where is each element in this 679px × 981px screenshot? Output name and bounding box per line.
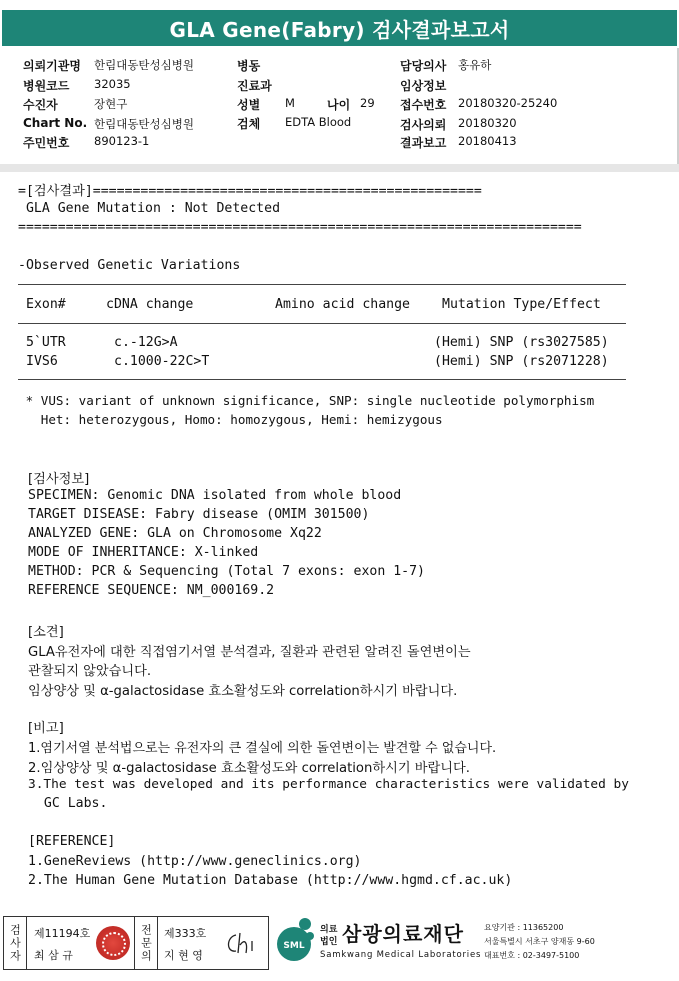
test-info-line: MODE OF INHERITANCE: X-linked [28, 545, 259, 560]
info-label: 진료과 [237, 79, 272, 93]
remarks-line: 2.임상양상 및 α-galactosidase 효소활성도와 correlation하시기 바랍니다. [28, 761, 470, 776]
info-label: 검사의뢰 [400, 118, 447, 132]
row-type: (Hemi) SNP (rs3027585) [434, 335, 609, 350]
info-value: 20180320-25240 [458, 96, 558, 110]
license-number: 요양기관 : 11365200 [484, 923, 564, 932]
info-label: Chart No. [23, 116, 88, 130]
table-rule-bottom [18, 379, 626, 380]
title-band [2, 10, 677, 46]
signature-box [3, 916, 269, 970]
opinion-header: [소견] [28, 625, 64, 640]
examiner-label-text: 검사자 [8, 923, 22, 963]
reference-line: 1.GeneReviews (http://www.geneclinics.org) [28, 854, 362, 869]
info-value: 한림대동탄성심병원 [94, 58, 194, 72]
test-info-line: REFERENCE SEQUENCE: NM_000169.2 [28, 583, 275, 598]
remarks-header: [비고] [28, 721, 64, 736]
specialist-license: 제333호 [164, 927, 207, 940]
info-label: 결과보고 [400, 136, 447, 150]
opinion-line: 관찰되지 않았습니다. [28, 664, 152, 679]
info-label: 병원코드 [23, 79, 70, 93]
remarks-line: 1.염기서열 분석법으로는 유전자의 큰 결실에 의한 돌연변이는 발견할 수 없습니다. [28, 741, 497, 756]
info-value: 20180413 [458, 134, 517, 148]
patient-info [0, 48, 679, 166]
lab-organization [318, 914, 668, 970]
examiner-label [4, 917, 27, 969]
examiner-license: 제11194호 [34, 927, 91, 940]
opinion-line: GLA유전자에 대한 직접염기서열 분석결과, 질환과 관련된 알려진 돌연변이는 [28, 645, 471, 660]
opinion-line: 임상양상 및 α-galactosidase 효소활성도와 correlation하시기 바랍니다. [28, 684, 458, 699]
reference-line: 2.The Human Gene Mutation Database (http://www.hgmd.cf.ac.uk) [28, 873, 513, 888]
test-info-line: TARGET DISEASE: Fabry disease (OMIM 301500) [28, 507, 370, 522]
signature-scribble [224, 927, 262, 959]
report-title-bar [0, 0, 679, 48]
abbrev-note-2: Het: heterozygous, Homo: homozygous, Hemi: hemizygous [18, 412, 443, 427]
col-header-type: Mutation Type/Effect [442, 297, 601, 312]
table-rule-mid [18, 323, 626, 324]
info-label: 검체 [237, 117, 261, 131]
info-value: 29 [360, 96, 375, 110]
examiner-seal [96, 926, 130, 960]
test-info-header: [검사정보] [28, 472, 90, 487]
info-value: 한림대동탄성심병원 [94, 117, 194, 131]
info-value: M [285, 96, 295, 110]
test-info-line: SPECIMEN: Genomic DNA isolated from whole blood [28, 488, 402, 503]
row-exon: 5`UTR [26, 335, 66, 350]
section-separator [0, 164, 679, 172]
row-cdna: c.1000-22C>T [114, 354, 210, 369]
info-label: 수진자 [23, 98, 58, 112]
org-name-english: Samkwang Medical Laboratories [320, 950, 482, 960]
remarks-line: 3.The test was developed and its performance characteristics were validated by [28, 777, 629, 792]
remarks-line: GC Labs. [28, 796, 108, 811]
info-value: 장현구 [94, 97, 128, 111]
row-cdna: c.-12G>A [114, 335, 178, 350]
col-header-cdna: cDNA change [106, 297, 194, 312]
info-value: 890123-1 [94, 134, 150, 148]
result-header: =[검사결과]================================================= [18, 184, 482, 199]
info-label: 주민번호 [23, 136, 70, 150]
reference-header: [REFERENCE] [28, 834, 116, 849]
abbrev-note: * VUS: variant of unknown significance, SNP: single nucleotide polymorphism [18, 393, 595, 408]
sml-logo [272, 914, 316, 966]
specialist-name: 지 현 영 [164, 949, 203, 962]
specialist-label-text: 전문의 [139, 923, 153, 963]
info-value: 32035 [94, 77, 131, 91]
logo-text: SML [283, 941, 305, 951]
info-label: 병동 [237, 59, 261, 73]
specialist-label [134, 917, 158, 969]
org-type: 의료 [320, 925, 338, 935]
table-rule-top [18, 284, 626, 285]
info-label: 나이 [327, 98, 351, 112]
info-label: 담당의사 [400, 59, 447, 73]
examiner-name: 최 삼 규 [34, 949, 73, 962]
row-exon: IVS6 [26, 354, 58, 369]
test-info-line: METHOD: PCR & Sequencing (Total 7 exons: exon 1-7) [28, 564, 425, 579]
report-title: GLA Gene(Fabry) 검사결과보고서 [169, 17, 510, 42]
info-value: 20180320 [458, 116, 517, 130]
org-name: 삼광의료재단 [342, 922, 464, 946]
info-label: 접수번호 [400, 98, 447, 112]
org-address: 서울특별시 서초구 양재동 9-60 [484, 937, 595, 946]
info-label: 의뢰기관명 [23, 59, 81, 73]
org-type-2: 법인 [320, 937, 338, 947]
col-header-exon: Exon# [26, 297, 66, 312]
org-phone: 대표번호 : 02-3497-5100 [484, 951, 580, 960]
info-label: 임상정보 [400, 79, 447, 93]
info-value: EDTA Blood [285, 115, 352, 129]
info-value: 홍유하 [458, 58, 492, 72]
info-label: 성별 [237, 98, 261, 112]
test-info-line: ANALYZED GENE: GLA on Chromosome Xq22 [28, 526, 322, 541]
mutation-summary: GLA Gene Mutation : Not Detected [18, 201, 281, 216]
observed-title: -Observed Genetic Variations [18, 258, 241, 273]
col-header-aa: Amino acid change [275, 297, 410, 312]
row-type: (Hemi) SNP (rs2071228) [434, 354, 609, 369]
double-separator: ======================================================================= [18, 220, 582, 235]
